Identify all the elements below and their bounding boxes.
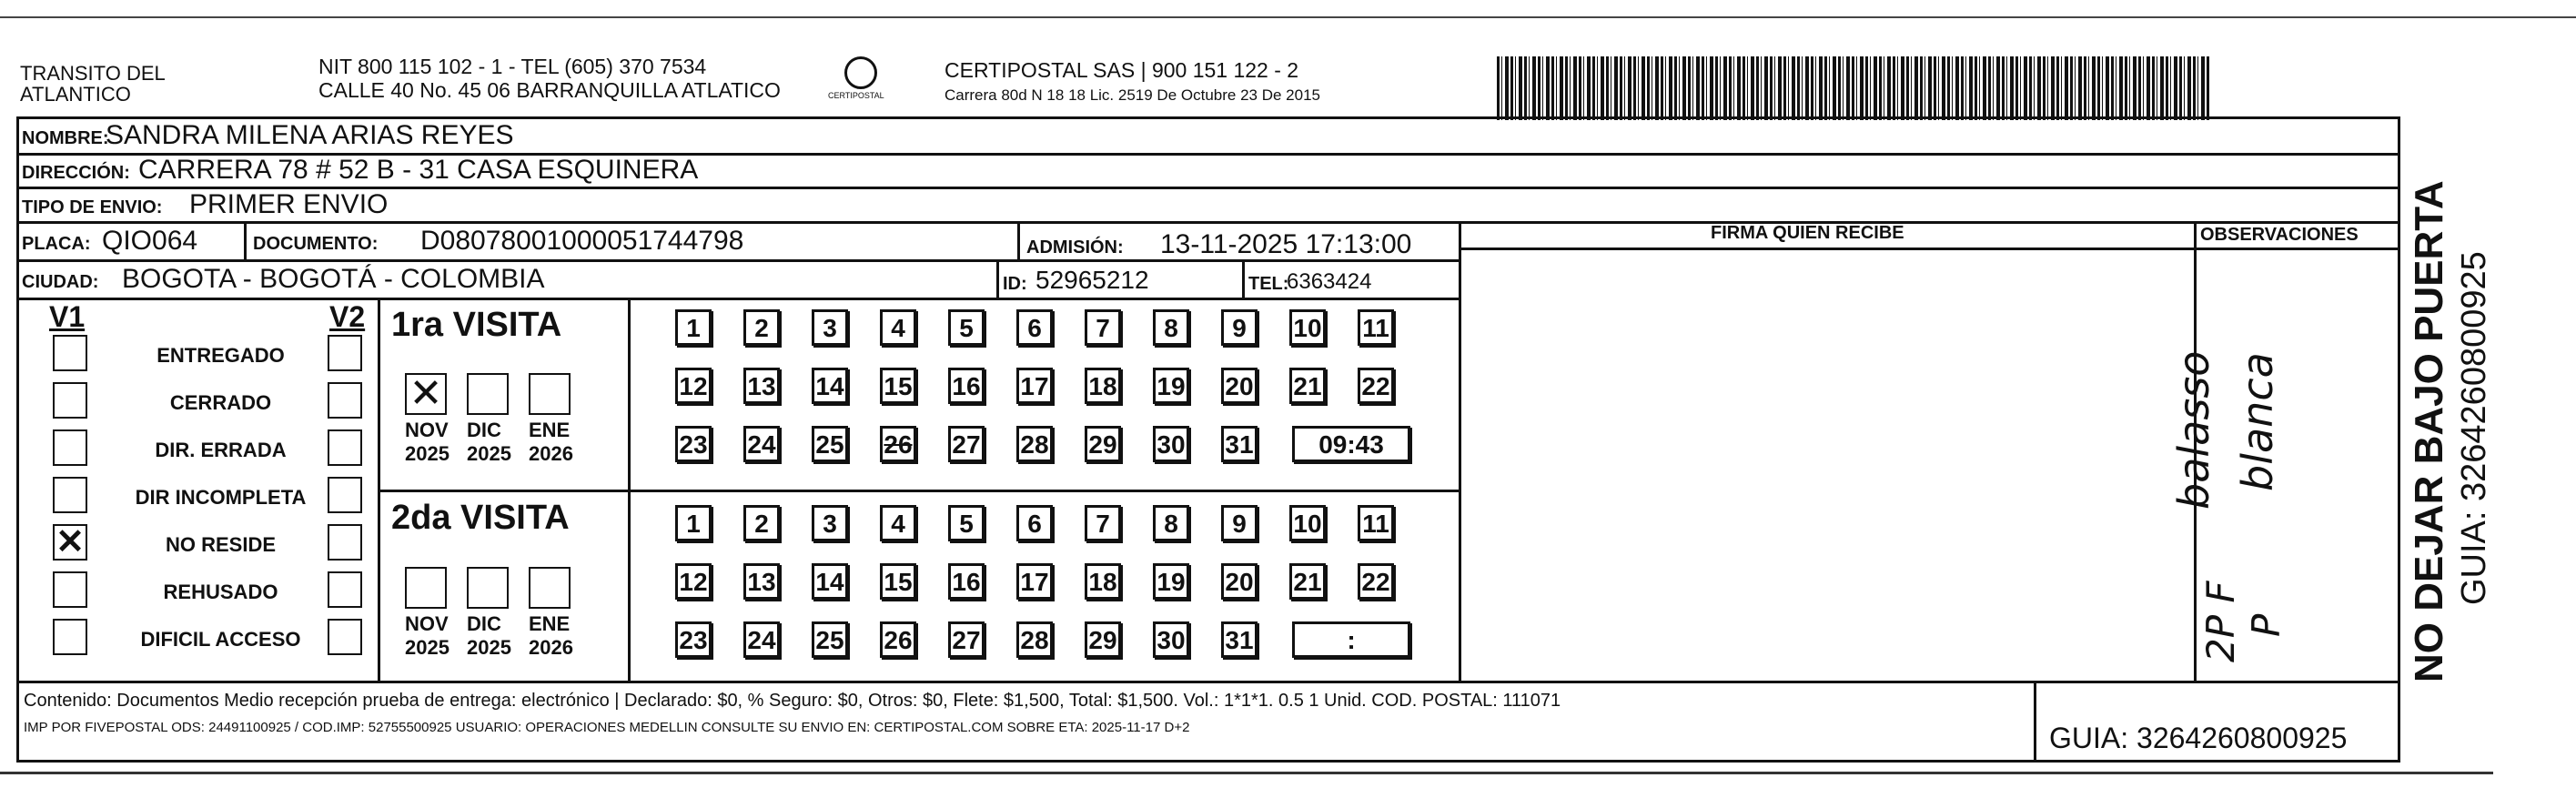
first-visit-day-14[interactable]: 14: [812, 368, 848, 404]
first-visit-day-30[interactable]: 30: [1153, 426, 1189, 462]
nit-line: NIT 800 115 102 - 1 - TEL (605) 370 7534: [318, 55, 707, 78]
second-visit-day-2[interactable]: 2: [743, 505, 780, 541]
scan-edge-top: [0, 16, 2576, 18]
rule: [378, 490, 1459, 492]
second-visit-year-label: 2025: [467, 636, 511, 659]
rule: [1459, 221, 1461, 681]
second-visit-month-box[interactable]: [405, 567, 447, 609]
rule: [16, 298, 1459, 300]
second-visit-day-23[interactable]: 23: [675, 621, 712, 658]
second-visit-day-29[interactable]: 29: [1085, 621, 1121, 658]
second-visit-day-21[interactable]: 21: [1289, 563, 1326, 600]
handwritten-note-1: balasso: [2169, 350, 2218, 510]
second-visit-day-4[interactable]: 4: [880, 505, 916, 541]
first-visit-month-label: DIC: [467, 419, 501, 441]
courier-line2: Carrera 80d N 18 18 Lic. 2519 De Octubre 23 De 2015: [945, 86, 1320, 104]
first-visit-day-26[interactable]: 26: [880, 426, 916, 462]
address-line: CALLE 40 No. 45 06 BARRANQUILLA ATLATICO: [318, 78, 781, 102]
second-visit-day-6[interactable]: 6: [1016, 505, 1053, 541]
status-v2-checkbox[interactable]: [328, 382, 362, 419]
logo-text: CERTIPOSTAL: [828, 91, 884, 100]
first-visit-day-22[interactable]: 22: [1358, 368, 1394, 404]
second-visit-day-7[interactable]: 7: [1085, 505, 1121, 541]
second-visit-day-14[interactable]: 14: [812, 563, 848, 600]
v1-label: V1: [49, 300, 86, 333]
first-visit-day-20[interactable]: 20: [1221, 368, 1258, 404]
first-visit-month-box[interactable]: [467, 373, 509, 415]
v2-label: V2: [329, 300, 366, 333]
second-visit-day-25[interactable]: 25: [812, 621, 848, 658]
second-visit-year-label: 2025: [405, 636, 450, 659]
documento-label: DOCUMENTO:: [253, 234, 379, 254]
side-guia: GUIA: 3264260800925: [2455, 251, 2493, 605]
handwritten-note-2: blanca: [2233, 352, 2282, 491]
id-label: ID:: [1003, 274, 1027, 294]
second-visit-day-31[interactable]: 31: [1221, 621, 1258, 658]
status-option-label: DIR INCOMPLETA: [135, 486, 307, 509]
first-visit-day-21[interactable]: 21: [1289, 368, 1326, 404]
scan-edge-bottom: [0, 772, 2493, 774]
first-visit-day-16[interactable]: 16: [948, 368, 985, 404]
first-visit-day-31[interactable]: 31: [1221, 426, 1258, 462]
second-visit-day-12[interactable]: 12: [675, 563, 712, 600]
second-visit-day-9[interactable]: 9: [1221, 505, 1258, 541]
first-visit-month-label: ENE: [529, 419, 571, 441]
status-v1-checkbox[interactable]: [53, 477, 87, 513]
observaciones-label: OBSERVACIONES: [2200, 225, 2359, 245]
rule: [16, 681, 2400, 683]
first-visit-day-10[interactable]: 10: [1289, 309, 1326, 346]
second-visit-day-16[interactable]: 16: [948, 563, 985, 600]
status-option-label: DIFICIL ACCESO: [140, 628, 301, 651]
first-visit-day-23[interactable]: 23: [675, 426, 712, 462]
first-visit-day-24[interactable]: 24: [743, 426, 780, 462]
first-visit-day-27[interactable]: 27: [948, 426, 985, 462]
status-v2-checkbox[interactable]: [328, 619, 362, 655]
status-v1-checkbox[interactable]: ✕: [53, 524, 87, 561]
first-visit-day-28[interactable]: 28: [1016, 426, 1053, 462]
second-visit-day-1[interactable]: 1: [675, 505, 712, 541]
status-option-label: CERRADO: [169, 391, 272, 414]
first-visit-day-13[interactable]: 13: [743, 368, 780, 404]
no-dejar-bajo-puerta: NO DEJAR BAJO PUERTA: [2407, 180, 2451, 682]
handwritten-note-3: 2P F: [2198, 581, 2243, 662]
second-visit-day-5[interactable]: 5: [948, 505, 985, 541]
first-visit-day-6[interactable]: 6: [1016, 309, 1053, 346]
status-v1-checkbox[interactable]: [53, 382, 87, 419]
status-v2-checkbox[interactable]: [328, 335, 362, 371]
second-visit-month-label: NOV: [405, 612, 449, 635]
first-visit-day-12[interactable]: 12: [675, 368, 712, 404]
second-visit-day-10[interactable]: 10: [1289, 505, 1326, 541]
second-visit-day-28[interactable]: 28: [1016, 621, 1053, 658]
second-visit-day-22[interactable]: 22: [1358, 563, 1394, 600]
org-name-line1: TRANSITO DEL: [20, 62, 166, 85]
firma-label: FIRMA QUIEN RECIBE: [1711, 223, 1904, 243]
first-visit-day-3[interactable]: 3: [812, 309, 848, 346]
first-visit-month-label: NOV: [405, 419, 449, 441]
second-visit-day-3[interactable]: 3: [812, 505, 848, 541]
status-v2-checkbox[interactable]: [328, 477, 362, 513]
status-v2-checkbox[interactable]: [328, 524, 362, 561]
first-visit-month-box[interactable]: [529, 373, 571, 415]
ciudad-label: CIUDAD:: [22, 272, 99, 292]
first-visit-year-label: 2026: [529, 442, 573, 465]
contenido-line: Contenido: Documentos Medio recepción prueba de entrega: electrónico | Declarado: $0, % Seguro: $0, Otros: $0, Flete: $1,500, Total: $1,500. Vol.: 1*1*1. 0.5 1 Unid. COD. POSTAL: 111071: [24, 691, 1561, 711]
rule: [378, 298, 380, 681]
status-option-label: ENTREGADO: [157, 344, 285, 367]
imp-line: IMP POR FIVEPOSTAL ODS: 24491100925 / COD.IMP: 52755500925 USUARIO: OPERACIONES MEDELLIN CONSULTE SU ENVIO EN: CERTIPOSTAL.COM SOBRE ETA: 2025-11-17 D+2: [24, 720, 1190, 735]
placa-value: QIO064: [102, 226, 198, 256]
first-visit-day-19[interactable]: 19: [1153, 368, 1189, 404]
status-v2-checkbox[interactable]: [328, 429, 362, 466]
id-value: 52965212: [1035, 266, 1149, 294]
second-visit-title: 2da VISITA: [391, 499, 570, 537]
barcode: [1497, 56, 2211, 120]
rule: [1017, 221, 1020, 259]
rule: [1242, 259, 1245, 298]
first-visit-day-9[interactable]: 9: [1221, 309, 1258, 346]
second-visit-day-19[interactable]: 19: [1153, 563, 1189, 600]
footer-guia: GUIA: 3264260800925: [2049, 722, 2348, 754]
first-visit-day-29[interactable]: 29: [1085, 426, 1121, 462]
second-visit-time-box[interactable]: :: [1292, 621, 1410, 658]
rule: [244, 221, 247, 259]
second-visit-day-11[interactable]: 11: [1358, 505, 1394, 541]
second-visit-day-18[interactable]: 18: [1085, 563, 1121, 600]
second-visit-day-26[interactable]: 26: [880, 621, 916, 658]
rule: [1459, 247, 2400, 250]
first-visit-time-box[interactable]: 09:43: [1292, 426, 1410, 462]
second-visit-month-label: DIC: [467, 612, 501, 635]
courier-line1: CERTIPOSTAL SAS | 900 151 122 - 2: [945, 58, 1299, 82]
first-visit-day-11[interactable]: 11: [1358, 309, 1394, 346]
status-option-label: DIR. ERRADA: [155, 439, 287, 461]
status-v1-checkbox[interactable]: [53, 335, 87, 371]
second-visit-day-15[interactable]: 15: [880, 563, 916, 600]
tipo-envio-label: TIPO DE ENVIO:: [22, 197, 163, 217]
rule: [2034, 681, 2036, 763]
status-option-label: NO RESIDE: [165, 533, 277, 556]
documento-value: D08078001000051744798: [420, 226, 744, 256]
second-visit-day-17[interactable]: 17: [1016, 563, 1053, 600]
nombre-label: NOMBRE:: [22, 128, 109, 148]
second-visit-day-27[interactable]: 27: [948, 621, 985, 658]
first-visit-day-15[interactable]: 15: [880, 368, 916, 404]
second-visit-month-box[interactable]: [467, 567, 509, 609]
tel-value: 6363424: [1287, 269, 1372, 294]
first-visit-year-label: 2025: [405, 442, 450, 465]
rule: [628, 298, 631, 681]
org-name-line2: ATLANTICO: [20, 83, 131, 106]
first-visit-day-17[interactable]: 17: [1016, 368, 1053, 404]
first-visit-day-18[interactable]: 18: [1085, 368, 1121, 404]
direccion-value: CARRERA 78 # 52 B - 31 CASA ESQUINERA: [138, 155, 699, 185]
certipostal-logo: [844, 56, 877, 89]
first-visit-day-4[interactable]: 4: [880, 309, 916, 346]
admision-value: 13-11-2025 17:13:00: [1160, 229, 1412, 259]
first-visit-title: 1ra VISITA: [391, 306, 562, 344]
first-visit-day-7[interactable]: 7: [1085, 309, 1121, 346]
nombre-value: SANDRA MILENA ARIAS REYES: [106, 120, 514, 150]
second-visit-month-box[interactable]: [529, 567, 571, 609]
second-visit-day-13[interactable]: 13: [743, 563, 780, 600]
status-v1-checkbox[interactable]: [53, 571, 87, 608]
first-visit-day-8[interactable]: 8: [1153, 309, 1189, 346]
admision-label: ADMISIÓN:: [1026, 237, 1124, 258]
second-visit-year-label: 2026: [529, 636, 573, 659]
first-visit-month-box[interactable]: ✕: [405, 373, 447, 415]
second-visit-day-20[interactable]: 20: [1221, 563, 1258, 600]
tel-label: TEL:: [1248, 274, 1289, 294]
rule: [996, 259, 999, 298]
rule: [16, 221, 2400, 224]
first-visit-day-5[interactable]: 5: [948, 309, 985, 346]
status-v2-checkbox[interactable]: [328, 571, 362, 608]
first-visit-year-label: 2025: [467, 442, 511, 465]
placa-label: PLACA:: [22, 234, 91, 254]
first-visit-day-1[interactable]: 1: [675, 309, 712, 346]
status-option-label: REHUSADO: [163, 581, 278, 603]
handwritten-note-4: P: [2244, 613, 2288, 637]
direccion-label: DIRECCIÓN:: [22, 163, 130, 183]
second-visit-day-8[interactable]: 8: [1153, 505, 1189, 541]
status-v1-checkbox[interactable]: [53, 429, 87, 466]
status-v1-checkbox[interactable]: [53, 619, 87, 655]
second-visit-month-label: ENE: [529, 612, 571, 635]
first-visit-day-2[interactable]: 2: [743, 309, 780, 346]
second-visit-day-30[interactable]: 30: [1153, 621, 1189, 658]
ciudad-value: BOGOTA - BOGOTÁ - COLOMBIA: [122, 264, 545, 294]
second-visit-day-24[interactable]: 24: [743, 621, 780, 658]
tipo-envio-value: PRIMER ENVIO: [189, 189, 389, 219]
first-visit-day-25[interactable]: 25: [812, 426, 848, 462]
